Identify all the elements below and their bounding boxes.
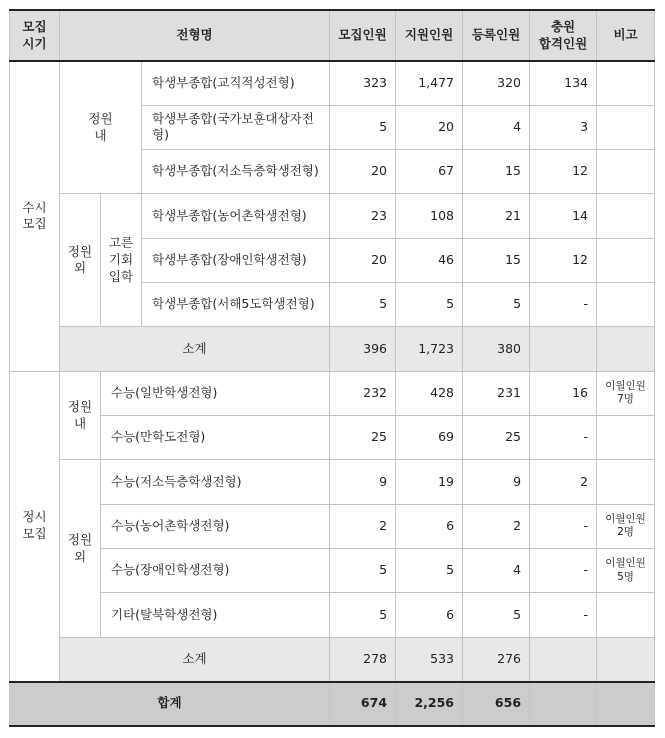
note-cell — [597, 416, 655, 460]
header-quota: 모집인원 — [330, 10, 396, 61]
extra-cell: - — [530, 283, 597, 327]
extra-cell: 16 — [530, 371, 597, 415]
header-period: 모집 시기 — [10, 10, 60, 61]
type-name: 수능(농어촌학생전형) — [101, 504, 330, 548]
extra-cell: - — [530, 416, 597, 460]
note-cell — [597, 238, 655, 282]
quota-cell: 2 — [330, 504, 396, 548]
admission-results-table — [9, 9, 655, 727]
header-extra-admitted: 충원 합격인원 — [530, 10, 597, 61]
applicants-cell: 67 — [396, 150, 463, 194]
table-row — [10, 371, 655, 415]
applicants-cell: 20 — [396, 105, 463, 149]
subtotal-label: 소계 — [60, 327, 330, 371]
subtotal-label: 소계 — [60, 637, 330, 681]
jeongsi-in-quota: 정원 내 — [60, 371, 101, 460]
subtotal-extra — [530, 327, 597, 371]
note-cell: 이월인원 5명 — [597, 549, 655, 593]
quota-cell: 323 — [330, 61, 396, 105]
note-cell — [597, 593, 655, 637]
extra-cell: 2 — [530, 460, 597, 504]
quota-cell: 25 — [330, 416, 396, 460]
total-label: 합계 — [10, 682, 330, 726]
subtotal-applicants: 1,723 — [396, 327, 463, 371]
type-name: 수능(장애인학생전형) — [101, 549, 330, 593]
quota-cell: 23 — [330, 194, 396, 238]
type-name: 학생부종합(국가보훈대상자전형) — [142, 105, 330, 149]
total-note — [597, 682, 655, 726]
registered-cell: 15 — [463, 238, 530, 282]
registered-cell: 231 — [463, 371, 530, 415]
susi-in-quota: 정원 내 — [60, 61, 142, 194]
registered-cell: 21 — [463, 194, 530, 238]
period-jeongsi: 정시 모집 — [10, 371, 60, 681]
type-name: 학생부종합(서해5도학생전형) — [142, 283, 330, 327]
quota-cell: 5 — [330, 593, 396, 637]
type-name: 수능(일반학생전형) — [101, 371, 330, 415]
header-note: 비고 — [597, 10, 655, 61]
registered-cell: 15 — [463, 150, 530, 194]
extra-cell: - — [530, 593, 597, 637]
quota-cell: 9 — [330, 460, 396, 504]
registered-cell: 4 — [463, 105, 530, 149]
applicants-cell: 69 — [396, 416, 463, 460]
equal-opportunity-admission: 고른 기회 입학 — [101, 194, 142, 327]
applicants-cell: 6 — [396, 504, 463, 548]
extra-cell: 12 — [530, 150, 597, 194]
applicants-cell: 1,477 — [396, 61, 463, 105]
subtotal-extra — [530, 637, 597, 681]
subtotal-registered: 276 — [463, 637, 530, 681]
extra-cell: 3 — [530, 105, 597, 149]
table-row — [10, 593, 655, 637]
note-cell — [597, 150, 655, 194]
type-name: 기타(탈북학생전형) — [101, 593, 330, 637]
table-row — [10, 61, 655, 105]
quota-cell: 5 — [330, 283, 396, 327]
registered-cell: 25 — [463, 416, 530, 460]
applicants-cell: 46 — [396, 238, 463, 282]
note-cell — [597, 105, 655, 149]
note-cell: 이월인원 7명 — [597, 371, 655, 415]
susi-out-quota: 정원 외 — [60, 194, 101, 327]
applicants-cell: 108 — [396, 194, 463, 238]
subtotal-note — [597, 327, 655, 371]
type-name: 학생부종합(저소득층학생전형) — [142, 150, 330, 194]
extra-cell: 14 — [530, 194, 597, 238]
subtotal-row — [10, 637, 655, 681]
quota-cell: 5 — [330, 105, 396, 149]
extra-cell: 134 — [530, 61, 597, 105]
type-name: 수능(만학도전형) — [101, 416, 330, 460]
note-cell: 이월인원 2명 — [597, 504, 655, 548]
subtotal-applicants: 533 — [396, 637, 463, 681]
grand-total-row — [10, 682, 655, 726]
note-cell — [597, 460, 655, 504]
quota-cell: 20 — [330, 238, 396, 282]
applicants-cell: 428 — [396, 371, 463, 415]
registered-cell: 4 — [463, 549, 530, 593]
type-name: 수능(저소득층학생전형) — [101, 460, 330, 504]
subtotal-quota: 278 — [330, 637, 396, 681]
registered-cell: 5 — [463, 283, 530, 327]
subtotal-note — [597, 637, 655, 681]
applicants-cell: 5 — [396, 283, 463, 327]
applicants-cell: 6 — [396, 593, 463, 637]
extra-cell: - — [530, 549, 597, 593]
header-applicants: 지원인원 — [396, 10, 463, 61]
applicants-cell: 5 — [396, 549, 463, 593]
subtotal-row — [10, 327, 655, 371]
jeongsi-out-quota: 정원 외 — [60, 460, 101, 637]
subtotal-registered: 380 — [463, 327, 530, 371]
type-name: 학생부종합(장애인학생전형) — [142, 238, 330, 282]
extra-cell: 12 — [530, 238, 597, 282]
note-cell — [597, 283, 655, 327]
registered-cell: 320 — [463, 61, 530, 105]
table-row — [10, 549, 655, 593]
total-extra — [530, 682, 597, 726]
header-row — [10, 10, 655, 61]
quota-cell: 5 — [330, 549, 396, 593]
quota-cell: 232 — [330, 371, 396, 415]
note-cell — [597, 194, 655, 238]
applicants-cell: 19 — [396, 460, 463, 504]
period-susi: 수시 모집 — [10, 61, 60, 371]
extra-cell: - — [530, 504, 597, 548]
table-row — [10, 416, 655, 460]
note-cell — [597, 61, 655, 105]
table-row — [10, 504, 655, 548]
table-row — [10, 460, 655, 504]
subtotal-quota: 396 — [330, 327, 396, 371]
registered-cell: 9 — [463, 460, 530, 504]
type-name: 학생부종합(교직적성전형) — [142, 61, 330, 105]
quota-cell: 20 — [330, 150, 396, 194]
header-type-name: 전형명 — [60, 10, 330, 61]
header-registered: 등록인원 — [463, 10, 530, 61]
total-registered: 656 — [463, 682, 530, 726]
table-row — [10, 194, 655, 238]
total-applicants: 2,256 — [396, 682, 463, 726]
registered-cell: 5 — [463, 593, 530, 637]
type-name: 학생부종합(농어촌학생전형) — [142, 194, 330, 238]
total-quota: 674 — [330, 682, 396, 726]
registered-cell: 2 — [463, 504, 530, 548]
